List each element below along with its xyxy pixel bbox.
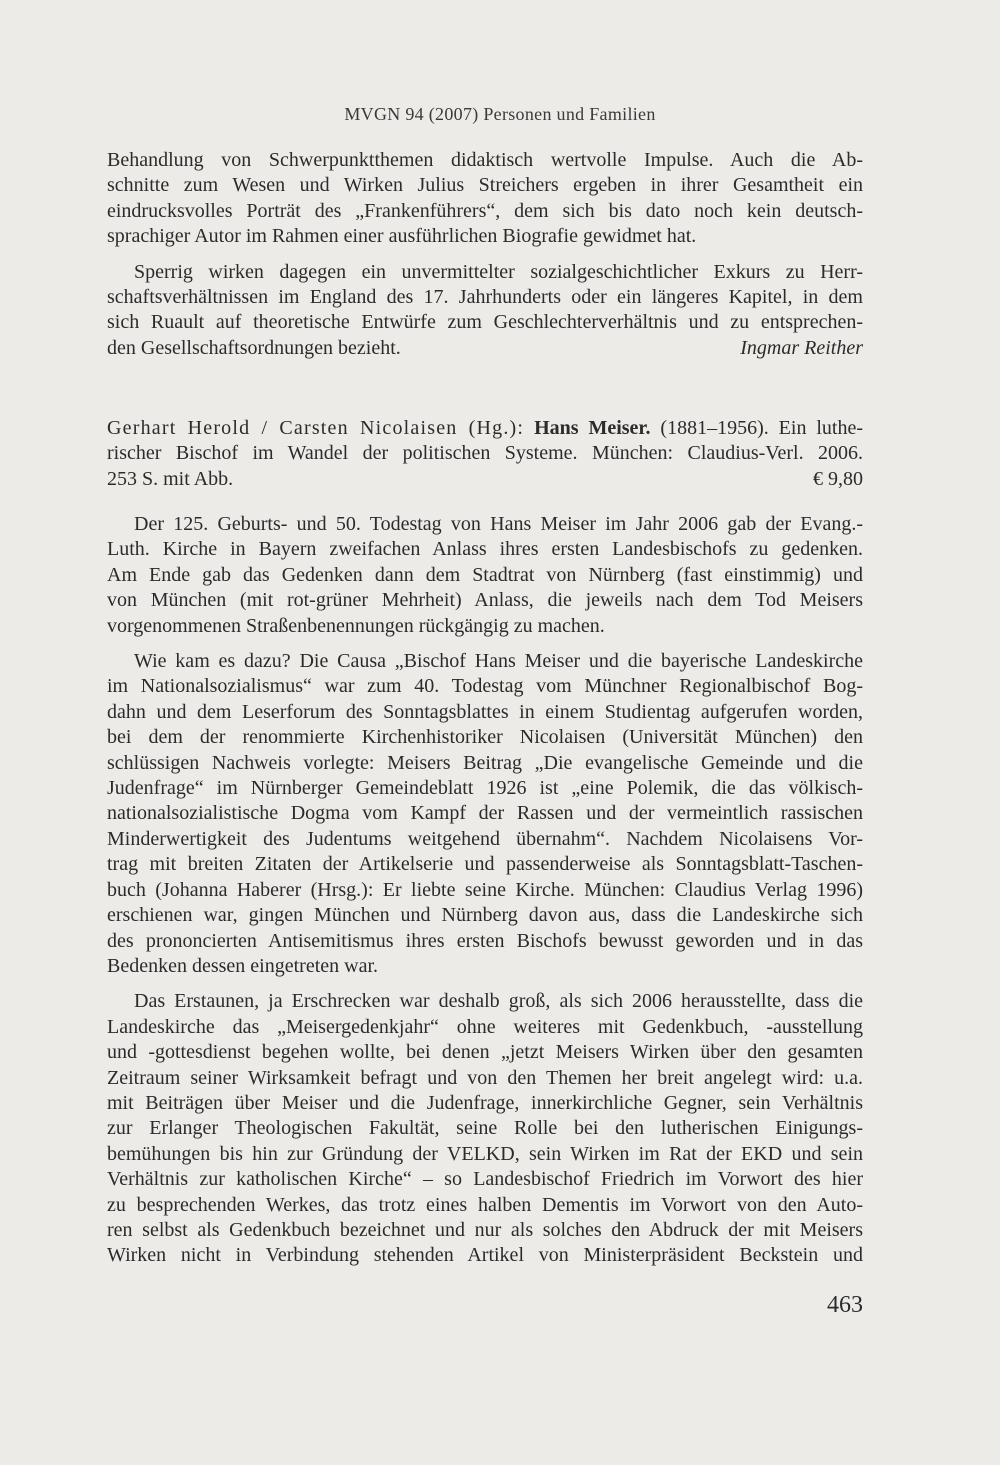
text-line: mit Beiträgen über Meiser und die Judenfrage, innerkirchliche Gegner, sein Verhältnis — [107, 1091, 863, 1114]
text-line: ren selbst als Gedenkbuch bezeichnet und nur als solches den Abdruck der mit Meisers — [107, 1218, 863, 1241]
paragraph — [107, 148, 863, 250]
text-line: zu besprechenden Werkes, das trotz eines halben Dementis im Vorwort von den Auto- — [107, 1193, 863, 1216]
book-subtitle: (1881–1956). Ein luthe- — [660, 417, 864, 439]
book-title: Hans Meiser. — [534, 417, 651, 439]
text-line: Sperrig wirken dagegen ein unvermittelter sozialgeschichtlicher Exkurs zu Herr- — [134, 260, 863, 283]
paragraph — [107, 989, 863, 1268]
text-line: nationalsozialistische Dogma vom Kampf der Rassen und der vermeintlich rassischen — [107, 802, 863, 825]
citation-line: rischer Bischof im Wandel der politischen Systeme. München: Claudius-Verl. 2006. — [107, 442, 863, 465]
text-line: Wirken nicht in Verbindung stehenden Artikel von Ministerpräsident Beckstein und — [107, 1244, 863, 1267]
page-number: 463 — [827, 1292, 863, 1318]
book-citation — [107, 416, 863, 492]
text-line: des prononcierten Antisemitismus ihres ersten Bischofs bewusst geworden und in das — [107, 929, 863, 952]
paragraph — [107, 260, 863, 362]
text-line: sich Ruault auf theoretische Entwürfe zum Geschlechterverhältnis und zu entsprechen- — [107, 311, 863, 334]
text-line: Judenfrage“ im Nürnberger Gemeindeblatt 1926 ist „eine Polemik, die das völkisch- — [107, 777, 863, 800]
text-line: Behandlung von Schwerpunktthemen didaktisch wertvolle Impulse. Auch die Ab- — [107, 149, 863, 171]
review-text — [107, 512, 863, 1269]
text-line: Verhältnis zur katholischen Kirche“ – so Landesbischof Friedrich im Vorwort des hier — [107, 1168, 863, 1191]
text-line: von München (mit rot-grüner Mehrheit) Anlass, die jeweils nach dem Tod Meisers — [107, 589, 863, 612]
text-line: bemühungen bis hin zur Gründung der VELKD, sein Wirken im Rat der EKD und sein — [107, 1142, 863, 1165]
book-extent: 253 S. mit Abb. — [107, 467, 234, 490]
text-line: erschienen war, gingen München und Nürnberg davon aus, dass die Landeskirche sich — [107, 904, 863, 927]
signature-line — [107, 336, 863, 361]
text-line: den Gesellschaftsordnungen bezieht. — [107, 336, 401, 359]
text-line: Landeskirche das „Meisergedenkjahr“ ohne weiteres mit Gedenkbuch, -ausstellung — [107, 1015, 863, 1038]
previous-review-text — [107, 148, 863, 361]
text-line: dahn und dem Leserforum des Sonntagsblattes in einem Studientag aufgerufen worden, — [107, 700, 863, 723]
paragraph — [107, 649, 863, 979]
text-line: und -gottesdienst begehen wollte, bei denen „jetzt Meisers Wirken über den gesamten — [107, 1041, 863, 1064]
paragraph — [107, 512, 863, 639]
book-price: € 9,80 — [813, 467, 863, 490]
text-line: zur Erlanger Theologischen Fakultät, seine Rolle bei den lutherischen Einigungs- — [107, 1117, 863, 1140]
text-line: Das Erstaunen, ja Erschrecken war deshalb groß, als sich 2006 herausstellte, dass die — [134, 990, 863, 1013]
text-line: buch (Johanna Haberer (Hrsg.): Er liebte seine Kirche. München: Claudius Verlag 1996) — [107, 878, 863, 901]
reviewer-signature: Ingmar Reither — [740, 336, 863, 359]
text-line: eindrucksvolles Porträt des „Frankenführers“, dem sich bis dato noch kein deutsch- — [107, 199, 863, 222]
text-line: vorgenommenen Straßenbenennungen rückgängig zu machen. — [107, 614, 605, 637]
running-head: MVGN 94 (2007) Personen und Familien — [344, 104, 656, 124]
text-line: schaftsverhältnissen im England des 17. Jahrhunderts oder ein längeres Kapitel, in dem — [107, 286, 863, 309]
text-line: trag mit breiten Zitaten der Artikelserie und passenderweise als Sonntagsblatt-Taschen- — [107, 853, 863, 876]
text-line: bei dem der renommierte Kirchenhistoriker Nicolaisen (Universität München) den — [107, 726, 863, 749]
book-authors: Gerhart Herold / Carsten Nicolaisen (Hg.): — [107, 417, 525, 439]
citation-line — [107, 467, 863, 492]
text-line: Am Ende gab das Gedenken dann dem Stadtrat von Nürnberg (fast einstimmig) und — [107, 563, 863, 586]
text-line: Minderwertigkeit des Judentums weitgehend übernahm“. Nachdem Nicolaisens Vor- — [107, 827, 863, 850]
text-line: sprachiger Autor im Rahmen einer ausführlichen Biografie gewidmet hat. — [107, 225, 697, 248]
text-line: Wie kam es dazu? Die Causa „Bischof Hans Meiser und die bayerische Landeskirche — [134, 650, 863, 673]
text-line: Luth. Kirche in Bayern zweifachen Anlass ihres ersten Landesbischofs zu gedenken. — [107, 538, 863, 561]
text-line: Der 125. Geburts- und 50. Todestag von Hans Meiser im Jahr 2006 gab der Evang.- — [134, 513, 863, 535]
text-line: Zeitraum seiner Wirksamkeit befragt und von den Themen her breit angelegt wird: u.a. — [107, 1066, 863, 1089]
text-line: im Nationalsozialismus“ war zum 40. Todestag vom Münchner Regionalbischof Bog- — [107, 675, 863, 698]
text-line: Bedenken dessen eingetreten war. — [107, 954, 379, 977]
text-line: schnitte zum Wesen und Wirken Julius Streichers ergeben in ihrer Gesamtheit ein — [107, 174, 863, 197]
text-line: schlüssigen Nachweis vorlegte: Meisers Beitrag „Die evangelische Gemeinde und die — [107, 751, 863, 774]
citation-line — [107, 416, 863, 441]
